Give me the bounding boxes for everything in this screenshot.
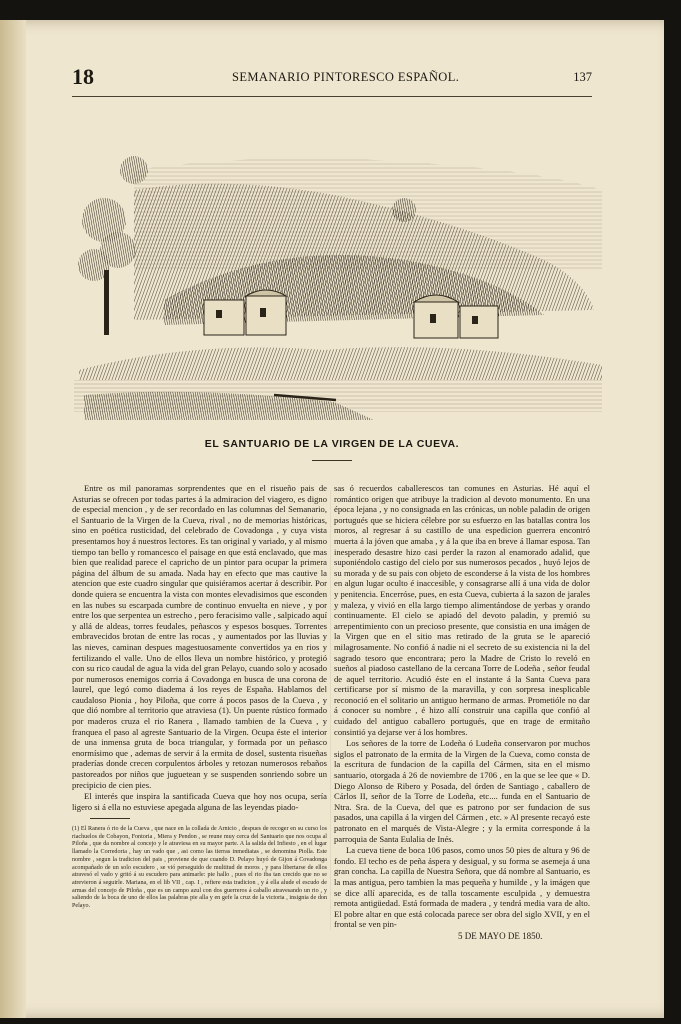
paragraph: Los señores de la torre de Lodeña ó Ludeña conservaron por muchos siglos el patronato de la ermita de la Virgen de la Cueva, como consta de la escritura de fundacion de la capilla del Cármen, sita en el mismo santuario, otorgada á 26 de noviembre de 1706 , en la que se lee que « D. Diego Alonso de Ribero y Posada, del órden de Santiago , caballero de Cárlos II, señor de la Torre de Lodeña, etc.... funda en el Santuario de Ntra. Sra. de la Cueva, del que es patrono por ser fundacion de sus pasados, una capilla á la virgen del Cármen , etc. » Al presente recayó este patronato en el marqués de Vista-Alegre ; y la ermita corresponde á la parroquia de Santa Eulalia de Inés. bbox=[334, 738, 590, 844]
paragraph: Entre os mil panoramas sorprendentes que en el risueño pais de Asturias se ofrecen por todas partes á la admiracion del viagero, es digno de especial mencion , y de ser recordado en las columnas del Semanario, el Santuario de la Virgen de la Cueva, rival , no de memorias históricas, sino en poética rusticidad, del celebrado de Covadonga , y cuya vista presentamos hoy á nuestros lectores. Es tan original y variado, y al mismo tiempo tan bello y romancesco el paisage en que está enclavado, que mas bien que realidad parece el capricho de un pintor para ocupar la primera página del álbum de su amada. Nada hay en efecto que mas cautive la atencion que este cuadro singular que quisiéramos acertar á describir. Por donde quiera se encuentra la vista con montes elevadisimos que esconden en las nubes su escarpada cumbre de continuo envuelta en nieve , y por entre los que serpentea un estrecho , pero feracisimo valle , salpicado aquí y allá de aldeas, torres feudales, peñascos y espesos bosques. Torrentes embravecidos brotan de entre las rocas , y aumentados por las lluvias y las nieves, caminan despues magestuosamente convertidos ya en rios y fertilizando el valle. Uno de ellos lleva un nombre histórico, y protegió con su rico caudal de agua la vida del gran Pelayo, cuando solo y acosado por numerosos enemigos corria á Covadonga en busca de una corona de laurel, que legó como diadema á los reyes de España. Hablamos del caudaloso Pionia , hoy Piloña, que corre á pocos pasos de la Cueva , y que dió nombre al territorio que atraviesa (1). Un puente rústico formado por maderos cruza el rio Ranera , llamado tambien de la Cueva , y franquea el paso al agreste Santuario de la Virgen. Ocupa éste el interior de una inmensa gruta de boca triangular, y formada por un peñasco enormísimo que , ademas de servir á la ermita de dosel, sustenta risueñas praderías donde crecen corpulentos árboles y retozan numerosos rebaños pastoreados por niños que juguetean y se suspenden sonriendo sobre un precipicio de cien pies. bbox=[72, 483, 327, 790]
article-column-left bbox=[72, 483, 327, 813]
sanctuary-engraving bbox=[74, 150, 602, 430]
page-number-right: 137 bbox=[573, 70, 592, 84]
footnote: (1) El Ranera ó rio de la Cueva , que nace en la collada de Arnicio , despues de recoger en su curso los riachuelos de Cobayon, Fontoria , Miera y Pendon , se reune muy cerca del Santuario que nos ocupa al Piloña , que da nombre al concejo y le atraviesa en su mayor parte. A la salida del Infiesto , en el lugar llamado la Corredoria , hay un vado que , asi como las tierras inmediatas , se denomina Piolla. Este nombre , segun la tradicion del pais , proviene de que cuando D. Pelayo huyó de Gijon á Covadonga acompañado de un solo escudero , se vió perseguido de multitud de moros , y para libertarse de ellos atravesó el vado y gritó á su escudero para animarle: pie hallo , pues el rio iba tan crecido que no se atrevieron á seguirle. Mariana, en el lib VII , cap. I , refiere esta tradicion , y á ella alude el escudo de armas del concejo de Piloña , que es un campo azul con dos guerreros á caballo atravesando un rio , y saliendo de la boca de uno de ellos las palabras pie alla y en gefe la cruz de la victoria , insignia de don Pelayo. bbox=[72, 826, 327, 910]
footnote-rule bbox=[90, 818, 130, 819]
running-header bbox=[72, 64, 592, 90]
paragraph: La cueva tiene de boca 106 pasos, como unos 50 pies de altura y 96 de fondo. El techo es de peña áspera y desigual, y su forma se asemeja á una gran concha. La capilla de Nuestra Señora, que dá nombre al Santuario, es la mas antigua, pero tambien la mas pequeña y humilde , y la imágen que se dice allí aparecida, es de talla toscamente esculpida , y demuestra remota antigüedad. Está formada de madera , y tendrá media vara de alto. El pobre altar en que está colocada parece ser obra del siglo XVII, y en el frontal se ven pin- bbox=[334, 845, 590, 930]
column-gutter bbox=[330, 490, 331, 930]
issue-date: 5 DE MAYO DE 1850. bbox=[458, 931, 543, 941]
header-rule bbox=[72, 96, 592, 97]
page-number-left: 18 bbox=[72, 64, 94, 89]
illustration-caption: EL SANTUARIO DE LA VIRGEN DE LA CUEVA. bbox=[204, 438, 460, 450]
book-spine bbox=[0, 20, 26, 1018]
publication-title: SEMANARIO PINTORESCO ESPAÑOL. bbox=[232, 70, 460, 84]
paragraph: sas ó recuerdos caballerescos tan comunes en Asturias. Hé aquí el romántico origen que atribuye la tradicion al devoto monumento. En una época lejana , y no consignada en las crónicas, un noble paladin de origen portugués que se hiciera célebre por su esfuerzo en las batallas contra los moros, al regresar á su castillo de una espedicion guerrera encontró muerta á la jóven que amaba , y á la que iba en breve á llamar esposa. Tan inesperado desastre hizo casi perder la razon al enamorado adalid, que suponiéndolo castigo del cielo por sus numerosos pecados , huyó lejos de su morada y de su pais con objeto de esconderse á la vista de los hombres en algun lugar oculto é inaccesible, y consagrarse allí á una vida de dolor y penitencia. Encerróse, pues, en esta Cueva, cubierta á la sazon de jarales y maleza, y vivió en ella largo tiempo alimentándose de yerbas y orando continuamente. El cielo se apiadó del devoto paladin, y premió su arrepentimiento con un precioso presente, que consistia en una imágen de la Virgen que en el sitio mas retirado de la gruta se le apareció milagrosamente. No confió á nadie ni el secreto de su existencia ni la del sagrado tesoro que encontrara; pero la Madre de Cristo lo reveló en sueños al piadoso castellano de la cercana Torre de Lodeña , señor feudal de aquel territorio. Acudió éste en el instante á la Santa Cueva para certificarse por sí mismo de la maravilla, y con sorpresa inesplicable reconoció en el solitario un antiguo hermano de armas. Prometióle no dar á conocer su nombre , é hizo allí construir una capilla que confió al cuidado del antiguo caballero portugués, que en trage de ermitaño consintió ya dejarse ver á los hombres. bbox=[334, 483, 590, 737]
article-column-right bbox=[334, 483, 590, 931]
caption-rule bbox=[312, 460, 352, 461]
paragraph: El interés que inspira la santificada Cueva que hoy nos ocupa, sería ligero si á ella no estuviese apegada alguna de las leyendas piado- bbox=[72, 791, 327, 812]
